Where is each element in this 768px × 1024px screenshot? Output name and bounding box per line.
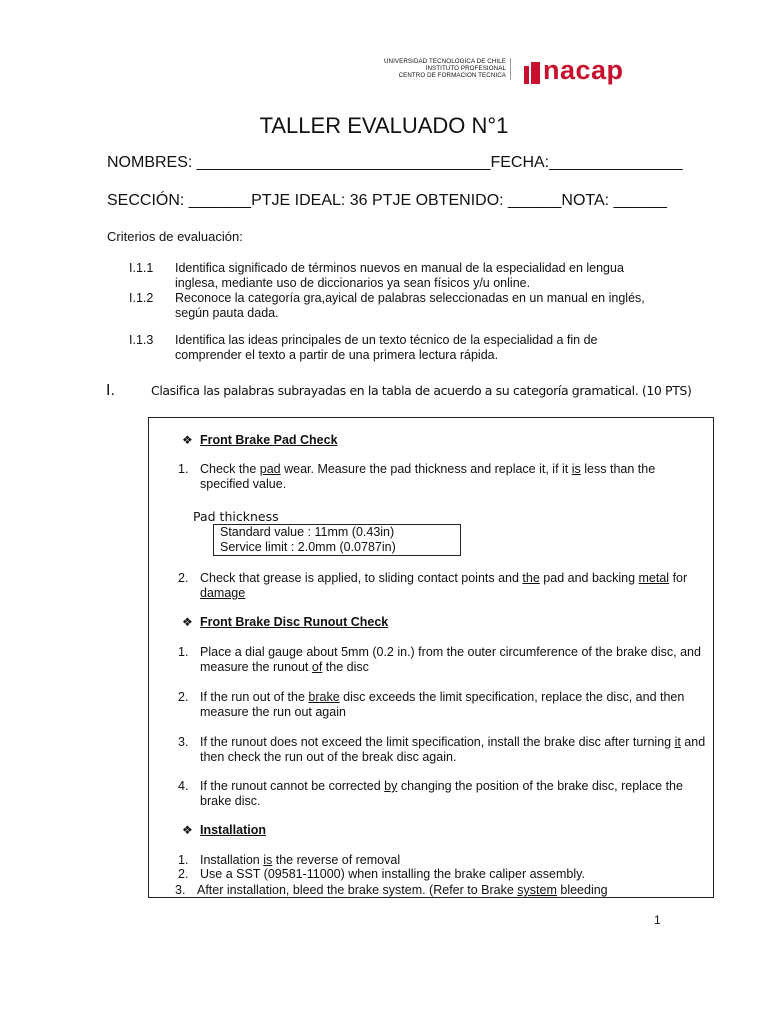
criterion-text: [175, 333, 655, 364]
list-item: [200, 462, 708, 493]
criterion-number: I.1.1: [129, 261, 154, 275]
brand-wordmark: nacap: [543, 55, 624, 85]
spec-limit: Service limit : 2.0mm (0.0787in): [220, 540, 396, 554]
item-line: Check the pad wear. Measure the pad thickness and replace it, if it is less than the: [200, 462, 656, 476]
list-item: [200, 779, 708, 810]
item-number: 2.: [178, 571, 189, 585]
item-line: Place a dial gauge about 5mm (0.2 in.) from the outer circumference of the brake disc, and: [200, 645, 701, 659]
list-item: [200, 735, 708, 766]
item-number: 3.: [175, 883, 186, 897]
criterion-line: comprender el texto a partir de una primera lectura rápida.: [175, 348, 499, 363]
underlined-word: damage: [200, 586, 246, 601]
section-instruction: Clasifica las palabras subrayadas en la tabla de acuerdo a su categoría gramatical. (10 PTS): [151, 383, 692, 398]
item-number: 1.: [178, 462, 189, 476]
section-heading: Installation: [200, 823, 266, 837]
item-line: measure the run out again: [200, 705, 346, 720]
page-number: 1: [654, 913, 661, 927]
underlined-word: is: [571, 462, 581, 476]
underlined-word: system: [517, 883, 557, 897]
underlined-word: the: [522, 571, 540, 585]
underlined-word: pad: [259, 462, 281, 476]
list-item: After installation, bleed the brake system. (Refer to Brake system bleeding: [197, 883, 608, 897]
criterion-text: [175, 261, 655, 292]
item-line: [200, 586, 708, 601]
criterion-line: Identifica significado de términos nuevos en manual de la especialidad en lengua: [175, 261, 624, 275]
bullet-diamond-icon: ❖: [182, 433, 193, 447]
list-item: Installation is the reverse of removal: [200, 853, 401, 867]
criterion-number: I.1.3: [129, 333, 154, 347]
criterion-line: Identifica las ideas principales de un texto técnico de la especialidad a fin de: [175, 333, 598, 347]
list-item: [200, 571, 708, 602]
institution-name: [362, 58, 506, 80]
item-number: 3.: [178, 735, 189, 749]
criterion-line: según pauta dada.: [175, 306, 279, 321]
logo-divider: [510, 58, 511, 80]
item-line: If the run out of the brake disc exceeds the limit specification, replace the disc, and then: [200, 690, 685, 704]
underlined-word: brake: [308, 690, 340, 704]
inacap-logo-mark-icon: [524, 62, 540, 84]
criterion-line: Reconoce la categoría gra,ayical de palabras seleccionadas en un manual en inglés,: [175, 291, 645, 305]
institution-line: CENTRO DE FORMACION TECNICA: [398, 72, 506, 80]
item-number: 2.: [178, 867, 189, 881]
underlined-word: it: [674, 735, 681, 749]
item-number: 1.: [178, 853, 189, 867]
list-item: [200, 645, 708, 676]
item-number: 4.: [178, 779, 189, 793]
criterion-text: [175, 291, 655, 322]
list-item: [200, 690, 708, 721]
criterion-line: inglesa, mediante uso de diccionarios ya sean físicos y/u online.: [175, 276, 531, 291]
item-number: 1.: [178, 645, 189, 659]
underlined-word: is: [263, 853, 273, 867]
section-number: I.: [106, 382, 115, 399]
list-item: Use a SST (09581-11000) when installing the brake caliper assembly.: [200, 867, 585, 881]
bullet-diamond-icon: ❖: [182, 615, 193, 629]
item-line: specified value.: [200, 477, 287, 492]
item-line: then check the run out of the break disc again.: [200, 750, 457, 765]
underlined-word: of: [311, 660, 323, 675]
section-heading: Front Brake Disc Runout Check: [200, 615, 389, 629]
section-heading: Front Brake Pad Check: [200, 433, 338, 447]
item-line: If the runout does not exceed the limit specification, install the brake disc after turning it and: [200, 735, 706, 749]
underlined-word: metal: [638, 571, 670, 585]
criterion-number: I.1.2: [129, 291, 154, 305]
institution-line: UNIVERSIDAD TECNOLOGICA DE CHILE: [383, 58, 506, 65]
item-line: If the runout cannot be corrected by changing the position of the brake disc, replace the: [200, 779, 683, 793]
spec-standard: Standard value : 11mm (0.43in): [220, 525, 395, 539]
item-line: Check that grease is applied, to sliding contact points and the pad and backing metal for: [200, 571, 688, 585]
nombres-fecha-line: NOMBRES: _________________________________FECHA:_______________: [107, 154, 683, 171]
underlined-word: by: [384, 779, 398, 793]
item-line: measure the runout of the disc: [200, 660, 369, 675]
bullet-diamond-icon: ❖: [182, 823, 193, 837]
item-line: brake disc.: [200, 794, 261, 809]
seccion-puntaje-line: SECCIÓN: _______PTJE IDEAL: 36 PTJE OBTENIDO: ______NOTA: ______: [107, 192, 667, 209]
item-number: 2.: [178, 690, 189, 704]
pad-thickness-label: Pad thickness: [193, 509, 279, 524]
criteria-heading: Criterios de evaluación:: [107, 229, 243, 244]
page-title: TALLER EVALUADO N°1: [259, 113, 509, 138]
institution-line: INSTITUTO PROFESIONAL: [425, 65, 506, 73]
